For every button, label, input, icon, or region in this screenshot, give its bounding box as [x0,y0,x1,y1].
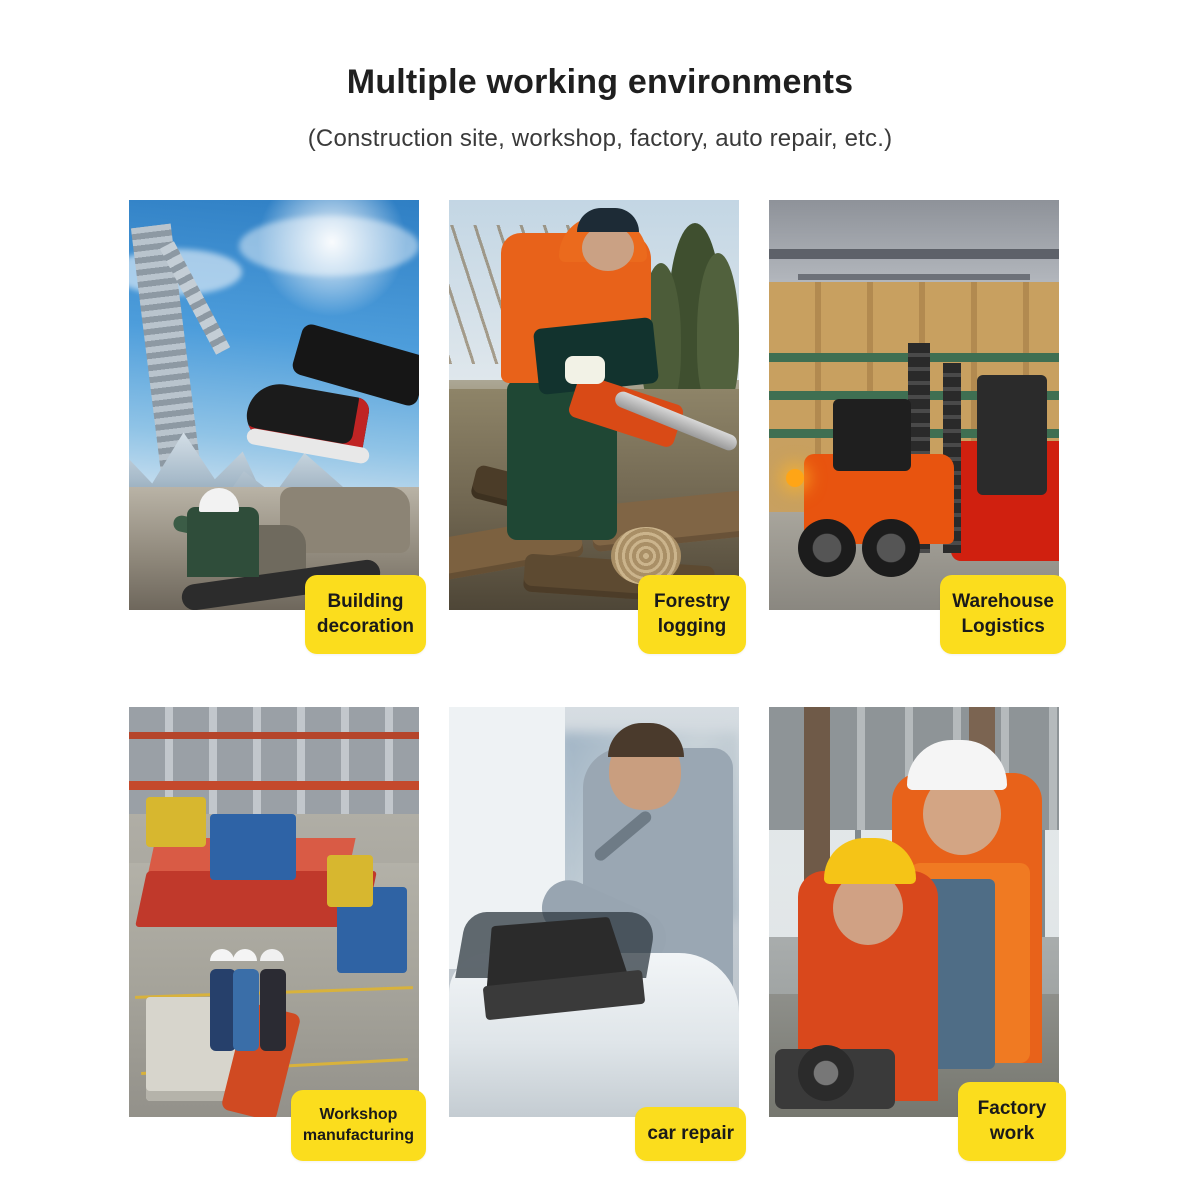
worker-shape [233,969,259,1051]
worker-body-shape [187,507,259,577]
ceiling-beam-shape [769,249,1059,259]
environment-card-car-repair [449,707,739,1145]
page-subtitle: (Construction site, workshop, factory, auto repair, etc.) [307,124,893,152]
roof-beam-shape [129,732,419,739]
environment-card-workshop-manufacturing [129,707,419,1145]
cloud-shape [239,216,419,276]
page-header [0,0,1200,153]
roof-beam-shape [129,781,419,790]
ceiling-beam-shape [798,274,1030,280]
scene-workshop [129,707,419,1117]
glove-shape [565,356,605,384]
machine-shape [146,797,206,847]
environment-card-factory-work [769,707,1059,1145]
forklift-cab-shape [833,399,911,471]
photo-forestry-logging [449,200,739,610]
badge-forestry-logging [638,575,746,654]
badge-line-2: logging [657,616,727,638]
scene-warehouse [769,200,1059,610]
machine-wheel-shape [798,1045,854,1101]
badge-workshop-manufacturing [291,1090,426,1161]
second-forklift-cab-shape [977,375,1047,495]
worker-shape [210,969,236,1051]
page-title: Multiple working environments [346,63,854,101]
badge-factory-work [958,1082,1066,1161]
environment-card-building-decoration [129,200,419,638]
badge-line-1: car repair [647,1123,734,1145]
badge-warehouse-logistics [940,575,1066,654]
scene-car-repair [449,707,739,1117]
forklift-wheel-shape [798,519,856,577]
scene-construction [129,200,419,610]
photo-building-decoration [129,200,419,610]
photo-workshop-manufacturing [129,707,419,1117]
cap-shape [577,208,639,232]
badge-line-2: work [989,1123,1035,1145]
environment-grid [129,200,1059,1145]
badge-car-repair [635,1107,746,1161]
forklift-wheel-shape [862,519,920,577]
badge-line-1: Warehouse [952,590,1054,612]
badge-line-1: Building [327,590,404,612]
machine-shape [327,855,373,907]
environment-card-warehouse-logistics [769,200,1059,638]
machine-shape [210,814,296,880]
worker-shape [260,969,286,1051]
badge-line-1: Forestry [653,590,731,612]
badge-line-1: Factory [977,1097,1047,1119]
scene-factory [769,707,1059,1117]
scene-forestry [449,200,739,610]
hard-hat-shape [260,949,284,961]
badge-line-2: decoration [316,616,414,638]
badge-building-decoration [305,575,426,654]
badge-line-1: Workshop [319,1105,398,1123]
photo-factory-work [769,707,1059,1117]
mechanic-hair-shape [608,723,684,757]
environment-card-forestry-logging [449,200,739,638]
photo-car-repair [449,707,739,1117]
badge-line-2: Logistics [961,616,1045,638]
photo-warehouse-logistics [769,200,1059,610]
badge-line-2: manufacturing [302,1127,414,1145]
